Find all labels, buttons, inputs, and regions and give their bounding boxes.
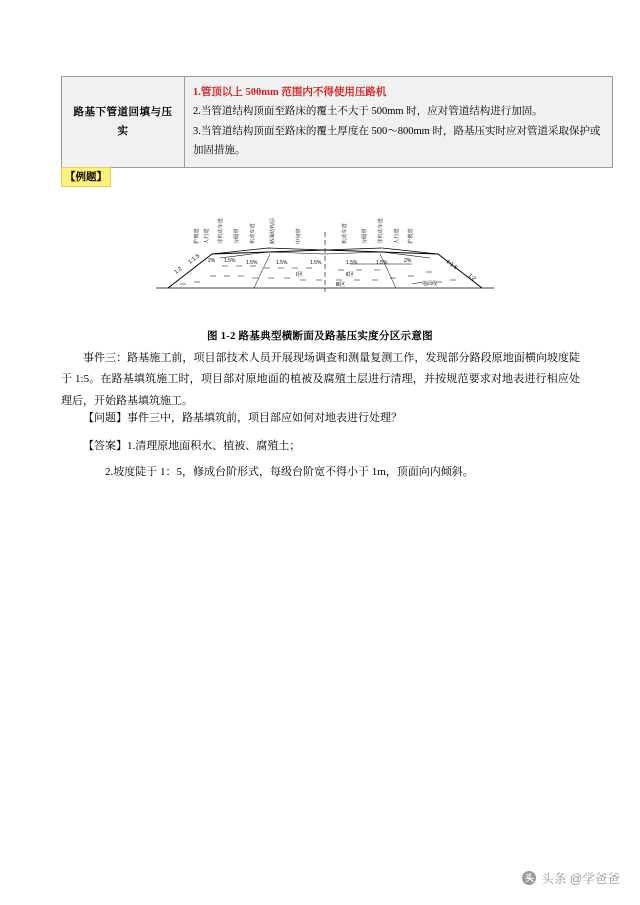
zone-1: Ⅰ区: [296, 272, 304, 278]
slope-right-outer: 1:2: [466, 272, 477, 283]
example-tag: 【例题】: [61, 167, 111, 187]
slope-right-inner: 1:1.5: [444, 258, 459, 272]
label-8: 分隔带: [362, 228, 368, 244]
grade-4: 1.5%: [310, 260, 322, 266]
grade-2: 1.5%: [246, 260, 258, 266]
ground-line-callout: [412, 280, 437, 287]
slope-left-outer: 1:2: [173, 266, 184, 276]
figure-zone-labels: [296, 270, 355, 288]
label-7: 机动车道: [342, 223, 348, 244]
label-11: 护坡道: [408, 228, 414, 244]
grade-5: 1.5%: [346, 260, 358, 266]
figure-component-labels: [192, 217, 414, 244]
label-10: 人行道: [394, 228, 400, 244]
rule-item-1: 1.管顶以上 500mm 范围内不得使用压路机: [193, 87, 387, 98]
figure-svg: [150, 192, 500, 322]
zone-3: Ⅲ区: [336, 282, 346, 288]
rule-item-2: 2.当管道结构顶面至路床的覆土不大于 500mm 时，应对管道结构进行加固。: [193, 106, 543, 118]
watermark: [522, 869, 620, 887]
label-2: 非机动车道: [218, 218, 224, 244]
paragraph-question: 【问题】事件三中，路基填筑前，项目部应如何对地表进行处理？: [83, 412, 402, 424]
grade-6: 1.5%: [376, 260, 388, 266]
grade-7: 2%: [404, 258, 412, 264]
watermark-text: 头条 @学爸爸: [541, 872, 620, 886]
figure-grade-labels: [208, 258, 412, 266]
table-row-body: [185, 77, 613, 168]
table-row: [62, 77, 613, 168]
grade-0: 2%: [208, 258, 216, 264]
spec-table: [61, 76, 613, 168]
label-0: 护坡道: [194, 228, 200, 244]
label-4: 机动车道: [250, 223, 256, 244]
grade-1: 1.5%: [224, 258, 236, 264]
label-6: 中间带: [296, 228, 302, 244]
slope-left-inner: 1:1.5: [187, 253, 202, 266]
table-row-label: 路基下管道回填与压实: [62, 77, 185, 168]
rule-item-3: 3.当管道结构顶面至路床的覆土厚度在 500～800mm 时，路基压实时应对管道采取保护或加固措施。: [193, 125, 601, 157]
label-1: 人行道: [204, 228, 210, 244]
watermark-logo-icon: 头: [522, 871, 536, 885]
paragraph-event: 事件三：路基施工前，项目部技术人员开展现场调查和测量复测工作，发现部分路段原地面横向坡度陡于 1:5。在路基填筑施工时，项目部对原地面的植被及腐殖土层进行清理，并按规范要求对地表进行相应处理后，开始路基填筑施工。: [61, 352, 580, 407]
figure-caption: 图 1-2 路基典型横断面及路基压实度分区示意图: [207, 331, 433, 342]
label-5: 路面结构层: [270, 218, 276, 244]
paragraph-answer-2: 2.坡度陡于 1：5，修成台阶形式，每级台阶宽不得小于 1m，顶面向内倾斜。: [105, 466, 474, 478]
label-9: 非机动车道: [378, 218, 384, 244]
roadbed-cross-section-figure: [150, 192, 500, 322]
embankment-hatch: [180, 266, 456, 284]
ground-line-label: 地面线: [422, 281, 438, 287]
zone-2: Ⅱ区: [346, 272, 355, 278]
grade-3: 1.5%: [276, 260, 288, 266]
paragraph-answer-1: 【答案】1.清理原地面积水、植被、腐殖土；: [83, 440, 301, 452]
label-3: 分隔带: [234, 228, 240, 244]
